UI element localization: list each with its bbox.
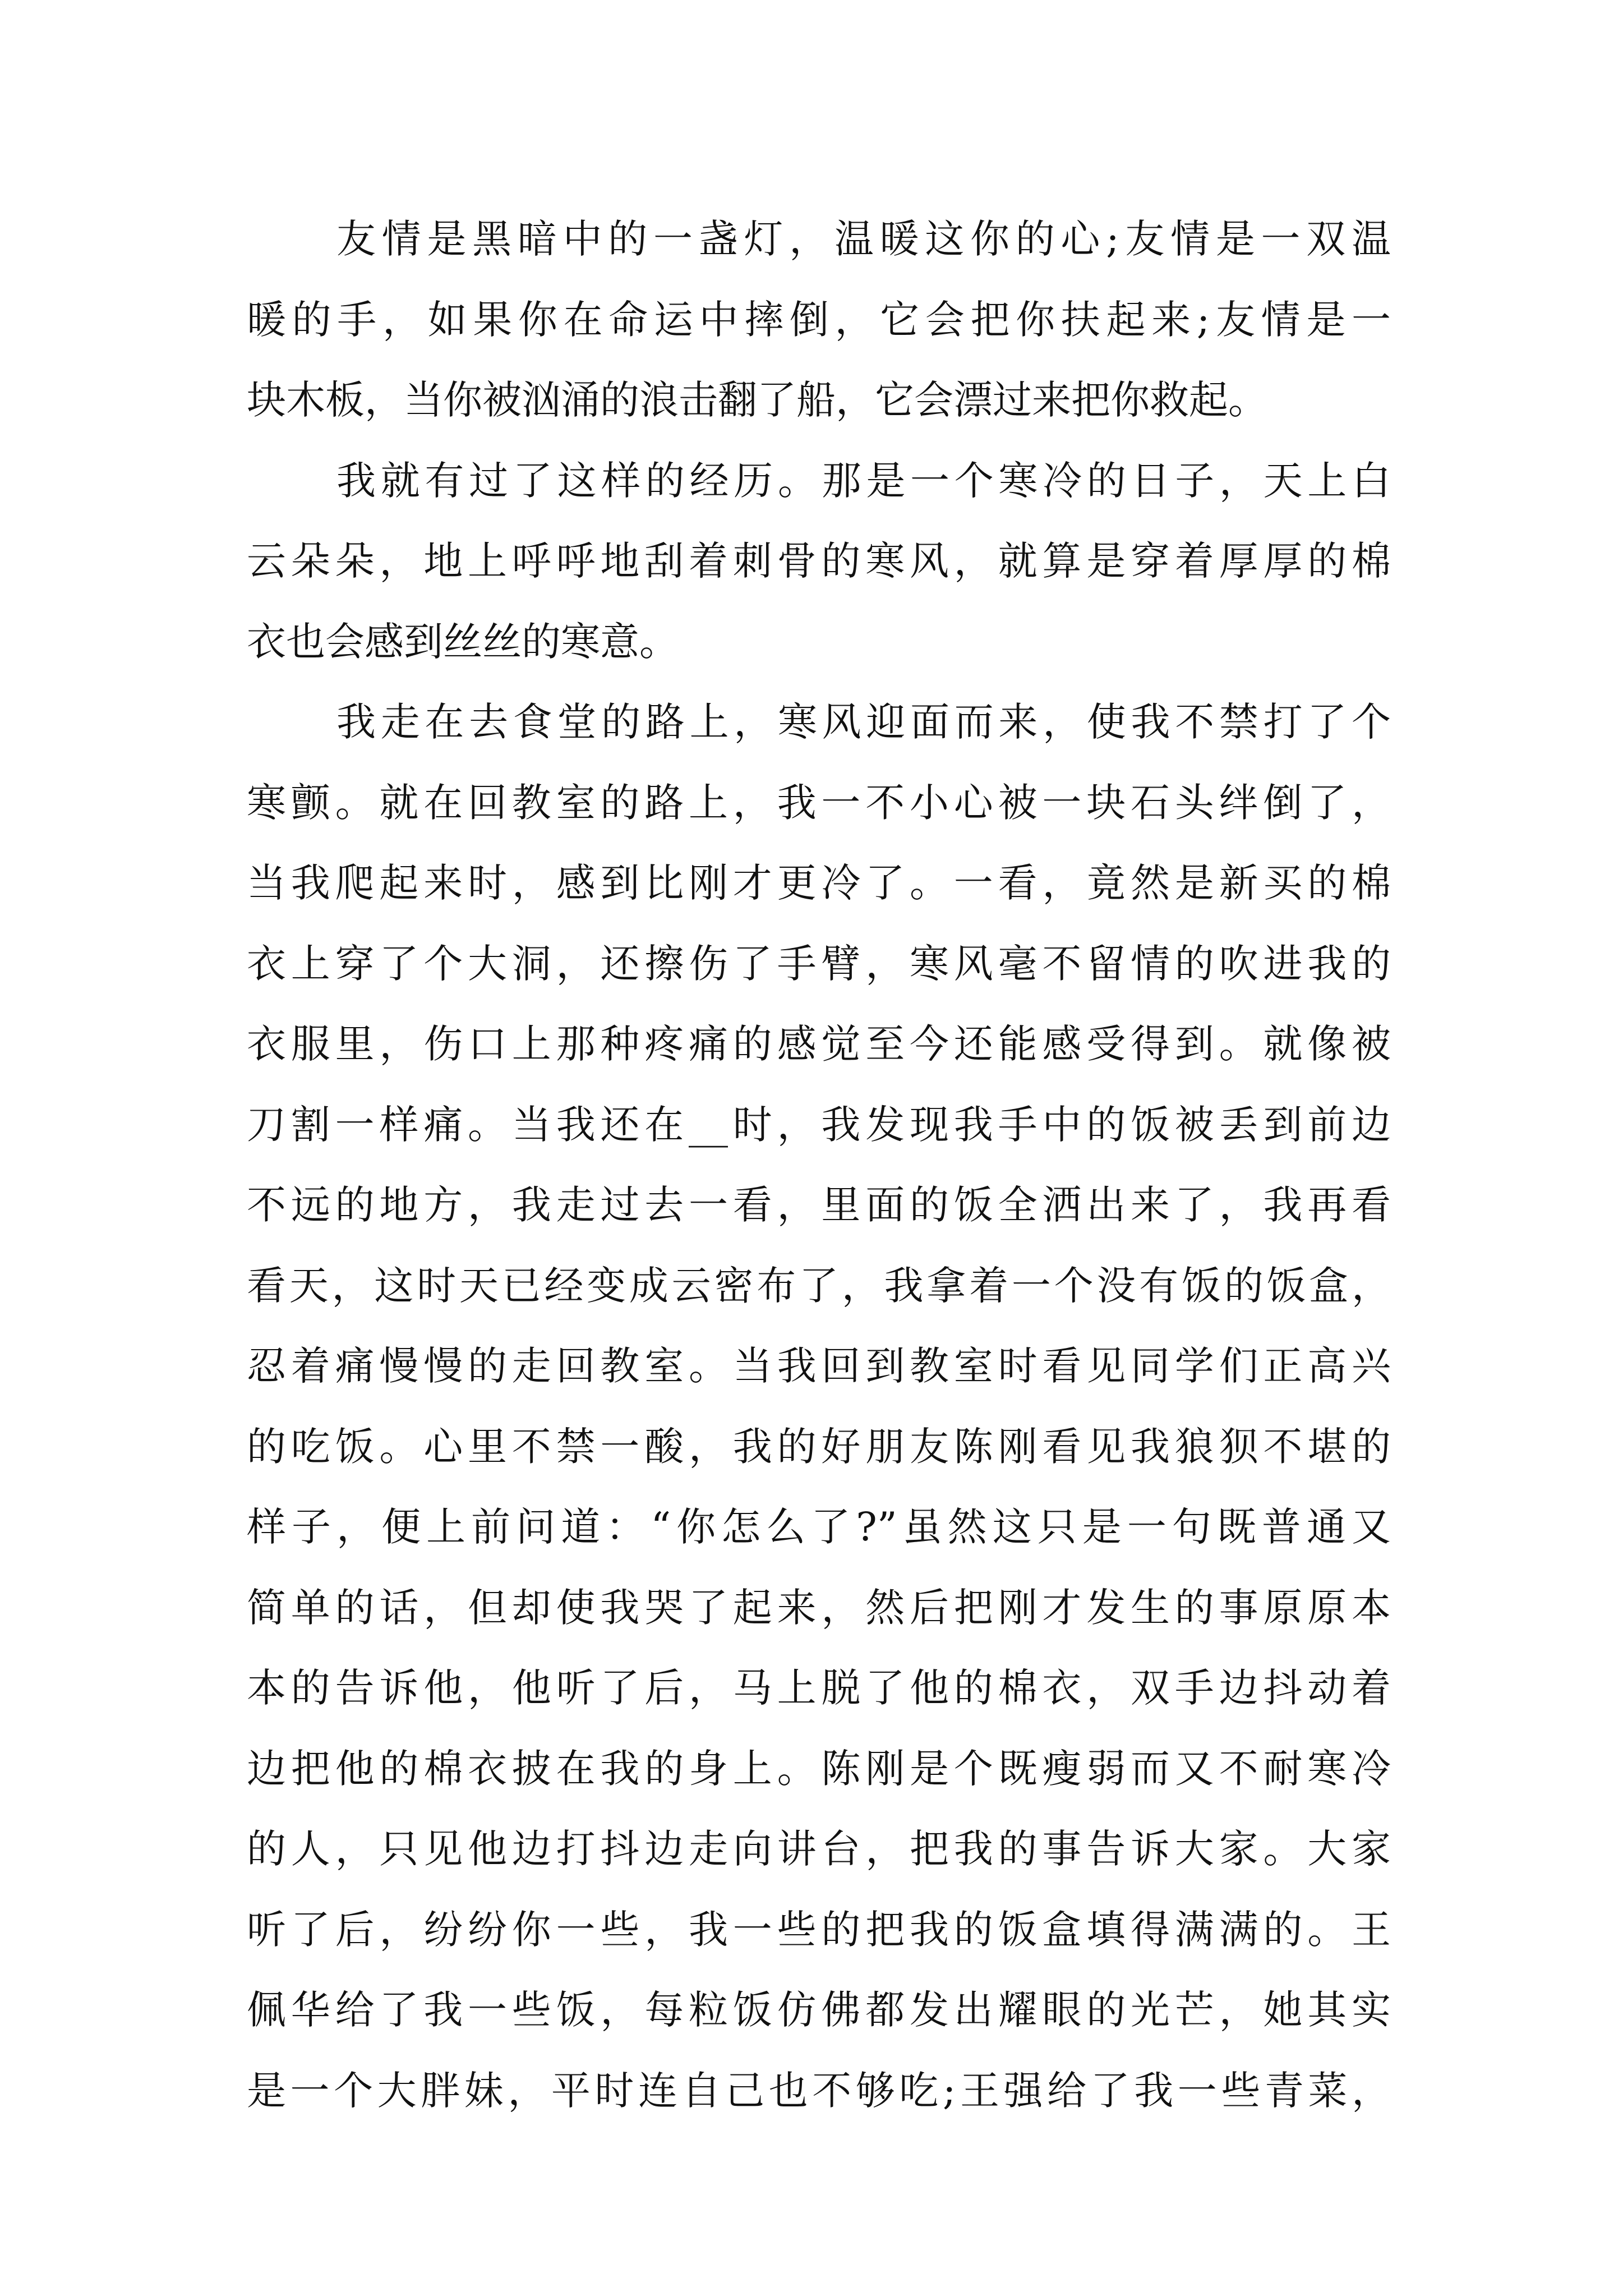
- text-line: 寒颤。就在回教室的路上，我一不小心被一块石头绊倒了，: [247, 779, 1391, 826]
- text-line: 当我爬起来时，感到比刚才更冷了。一看，竟然是新买的棉: [247, 860, 1391, 906]
- text-line: 看天，这时天已经变成云密布了，我拿着一个没有饭的饭盒，: [247, 1262, 1391, 1309]
- text-line: 是一个大胖妹，平时连自己也不够吃;王强给了我一些青菜，: [247, 2067, 1391, 2114]
- text-line: 块木板，当你被汹涌的浪击翻了船，它会漂过来把你救起。: [247, 377, 1267, 423]
- essay-body: [247, 199, 1391, 2131]
- text-line: 简单的话，但却使我哭了起来，然后把刚才发生的事原原本: [247, 1584, 1391, 1631]
- text-line: 忍着痛慢慢的走回教室。当我回到教室时看见同学们正高兴: [247, 1343, 1391, 1389]
- text-line: 的人，只见他边打抖边走向讲台，把我的事告诉大家。大家: [247, 1826, 1391, 1872]
- text-line: 刀割一样痛。当我还在__时，我发现我手中的饭被丢到前边: [247, 1101, 1391, 1148]
- text-line: 衣服里，伤口上那种疼痛的感觉至今还能感受得到。就像被: [247, 1021, 1391, 1067]
- text-line: 我走在去食堂的路上，寒风迎面而来，使我不禁打了个: [336, 699, 1391, 745]
- text-line: 本的告诉他，他听了后，马上脱了他的棉衣，双手边抖动着: [247, 1665, 1391, 1711]
- text-line: 友情是黑暗中的一盏灯，温暖这你的心;友情是一双温: [336, 216, 1391, 262]
- text-line: 我就有过了这样的经历。那是一个寒冷的日子，天上白: [336, 457, 1391, 504]
- text-line: 不远的地方，我走过去一看，里面的饭全洒出来了，我再看: [247, 1182, 1391, 1228]
- text-line: 衣也会感到丝丝的寒意。: [247, 618, 679, 665]
- text-line: 边把他的棉衣披在我的身上。陈刚是个既瘦弱而又不耐寒冷: [247, 1745, 1391, 1792]
- text-line: 样子，便上前问道：“你怎么了?”虽然这只是一句既普通又: [247, 1504, 1391, 1550]
- text-line: 的吃饭。心里不禁一酸，我的好朋友陈刚看见我狼狈不堪的: [247, 1423, 1391, 1470]
- text-line: 衣上穿了个大洞，还擦伤了手臂，寒风毫不留情的吹进我的: [247, 940, 1391, 987]
- text-line: 听了后，纷纷你一些，我一些的把我的饭盒填得满满的。王: [247, 1906, 1391, 1953]
- text-line: 云朵朵，地上呼呼地刮着刺骨的寒风，就算是穿着厚厚的棉: [247, 538, 1391, 584]
- text-line: 暖的手，如果你在命运中摔倒，它会把你扶起来;友情是一: [247, 296, 1391, 343]
- text-line: 佩华给了我一些饭，每粒饭仿佛都发出耀眼的光芒，她其实: [247, 1987, 1391, 2033]
